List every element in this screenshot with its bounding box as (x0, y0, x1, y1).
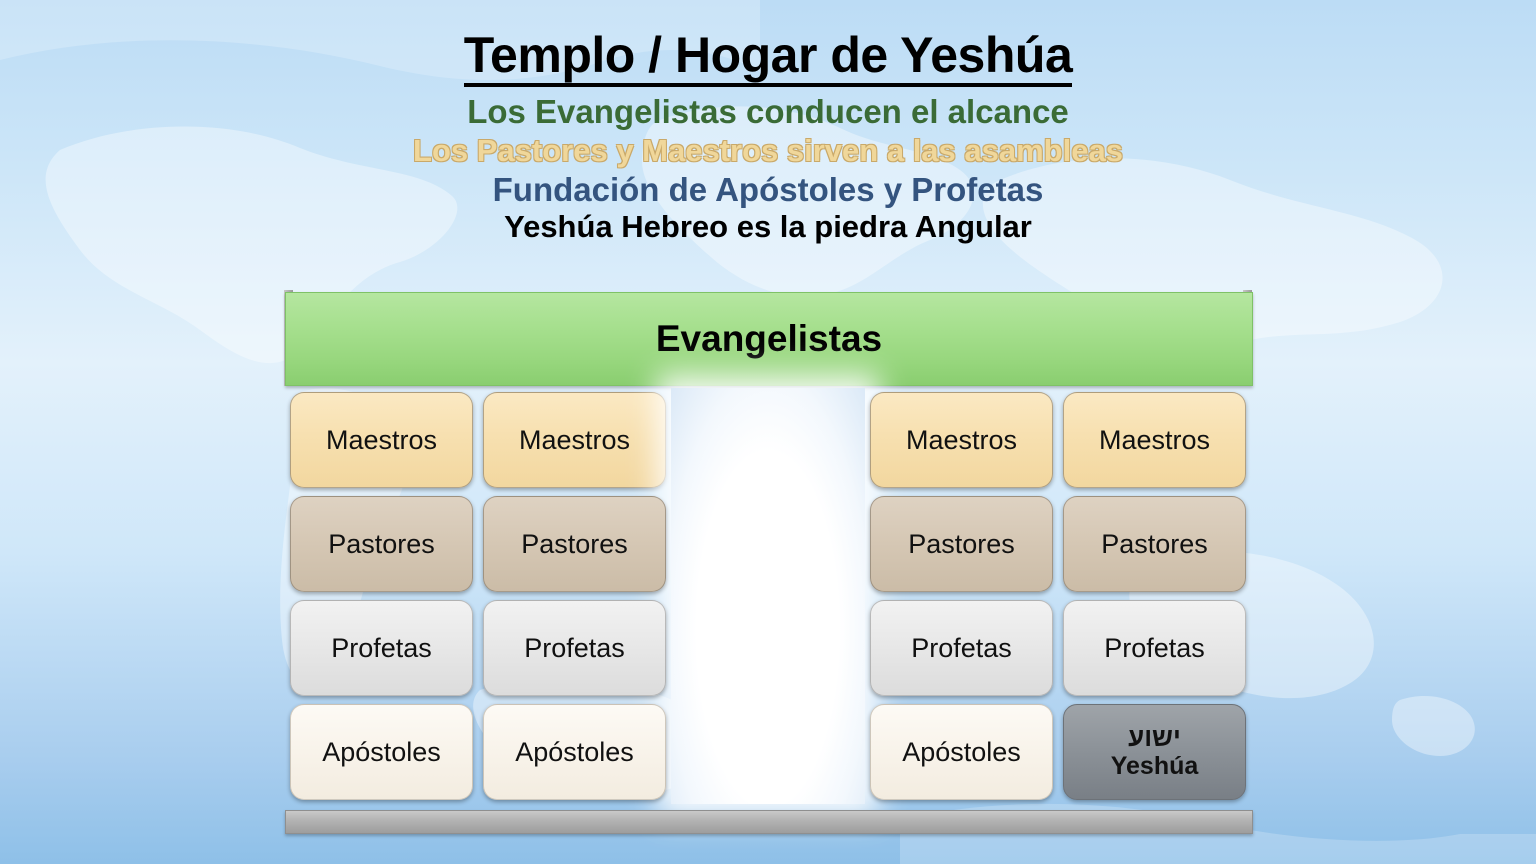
title-block (0, 28, 1536, 244)
lintel-evangelists (285, 292, 1253, 386)
block-maestros-4: Maestros (1063, 392, 1246, 488)
block-apostoles-1: Apóstoles (290, 704, 473, 800)
block-cornerstone-yeshua (1063, 704, 1246, 800)
subtitle-pastors-teachers: Los Pastores y Maestros sirven a las asambleas (413, 132, 1123, 168)
block-pastores-4: Pastores (1063, 496, 1246, 592)
block-profetas-3: Profetas (870, 600, 1053, 696)
block-profetas-2: Profetas (483, 600, 666, 696)
block-apostoles-3: Apóstoles (870, 704, 1053, 800)
lintel-wrapper (285, 292, 1251, 384)
block-maestros-1: Maestros (290, 392, 473, 488)
page-title: Templo / Hogar de Yeshúa (464, 28, 1073, 87)
subtitle-evangelists: Los Evangelistas conducen el alcance (467, 93, 1069, 130)
lintel-label: Evangelistas (655, 318, 883, 359)
block-maestros-3: Maestros (870, 392, 1053, 488)
temple-block-grid (285, 388, 1251, 804)
temple-base (285, 810, 1253, 834)
block-profetas-1: Profetas (290, 600, 473, 696)
cornerstone-hebrew: ישוע (1128, 722, 1181, 753)
block-maestros-2: Maestros (483, 392, 666, 488)
block-pastores-3: Pastores (870, 496, 1053, 592)
block-apostoles-2: Apóstoles (483, 704, 666, 800)
cornerstone-roman: Yeshúa (1110, 751, 1199, 780)
temple-diagram (285, 292, 1251, 834)
subtitle-cornerstone: Yeshúa Hebreo es la piedra Angular (504, 208, 1032, 244)
block-profetas-4: Profetas (1063, 600, 1246, 696)
block-pastores-1: Pastores (290, 496, 473, 592)
doorway-light (671, 388, 865, 804)
subtitle-foundation: Fundación de Apóstoles y Profetas (492, 170, 1044, 208)
block-pastores-2: Pastores (483, 496, 666, 592)
